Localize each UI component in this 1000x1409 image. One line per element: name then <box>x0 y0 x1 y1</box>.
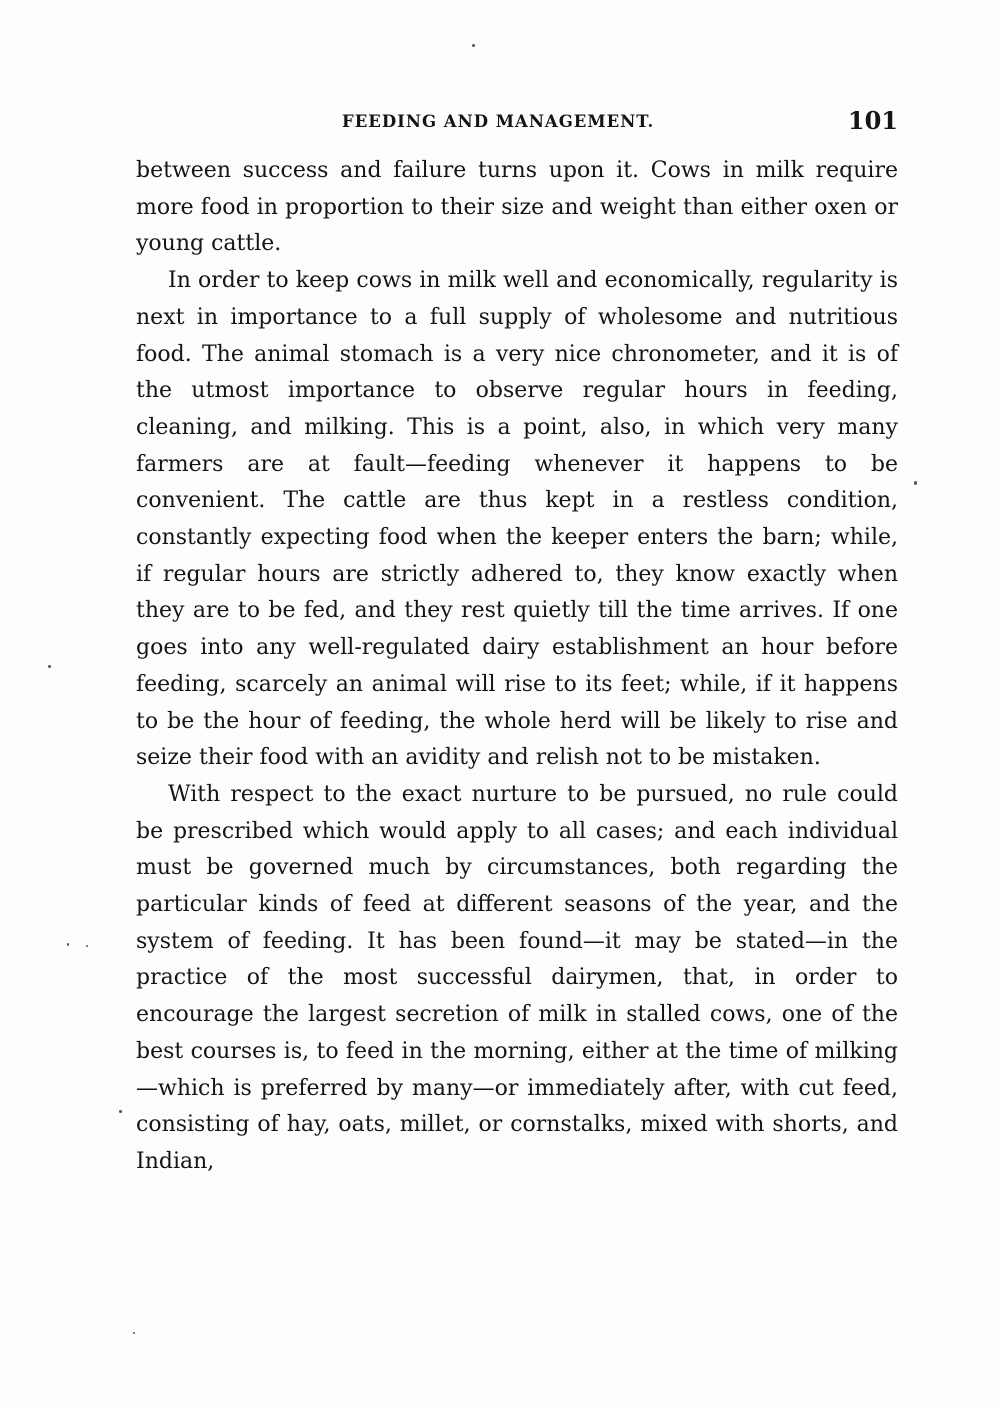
body-text <box>136 153 898 1181</box>
scan-speck <box>48 665 51 668</box>
page-number: 101 <box>847 106 898 135</box>
page-header <box>136 106 898 138</box>
scan-speck <box>119 1110 122 1113</box>
scan-speck <box>472 44 475 47</box>
scan-speck <box>86 945 88 947</box>
paragraph-regularity: In order to keep cows in milk well and economically, regularity is next in importance to a full supply of wholesome and nutritious food. The animal stomach is a very nice chronometer, and it is of the utmost importance to observe regular hours in feeding, cleaning, and milking. This is a point, also, in which very many farmers are at fault—feeding whenever it happens to be convenient. The cattle are thus kept in a restless condition, constantly expecting food when the keeper enters the barn; while, if regular hours are strictly adhered to, they know exactly when they are to be fed, and they rest quietly till the time arrives. If one goes into any well-regulated dairy establishment an hour before feeding, scarcely an animal will rise to its feet; while, if it happens to be the hour of feeding, the whole herd will be likely to rise and seize their food with an avidity and relish not to be mistaken. <box>136 268 898 771</box>
paragraph-nurture: With respect to the exact nurture to be pursued, no rule could be prescribed which would apply to all cases; and each individual must be governed much by circumstances, both regarding the particular kinds of feed at different seasons of the year, and the system of feeding. It has been found—it may be stated—in the practice of the most successful dairymen, that, in order to encourage the largest secretion of milk in stalled cows, one of the best courses is, to feed in the morning, either at the time of milking—which is preferred by many—or immediately after, with cut feed, consisting of hay, oats, millet, or cornstalks, mixed with shorts, and Indian, <box>136 781 898 1174</box>
paragraph-continued: between success and failure turns upon it. Cows in milk require more food in proportion to their size and weight than either oxen or young cattle. <box>136 158 898 257</box>
scan-speck <box>914 481 917 485</box>
running-head: FEEDING AND MANAGEMENT. <box>342 112 655 131</box>
scan-speck <box>133 1332 135 1334</box>
scan-speck <box>67 943 69 946</box>
